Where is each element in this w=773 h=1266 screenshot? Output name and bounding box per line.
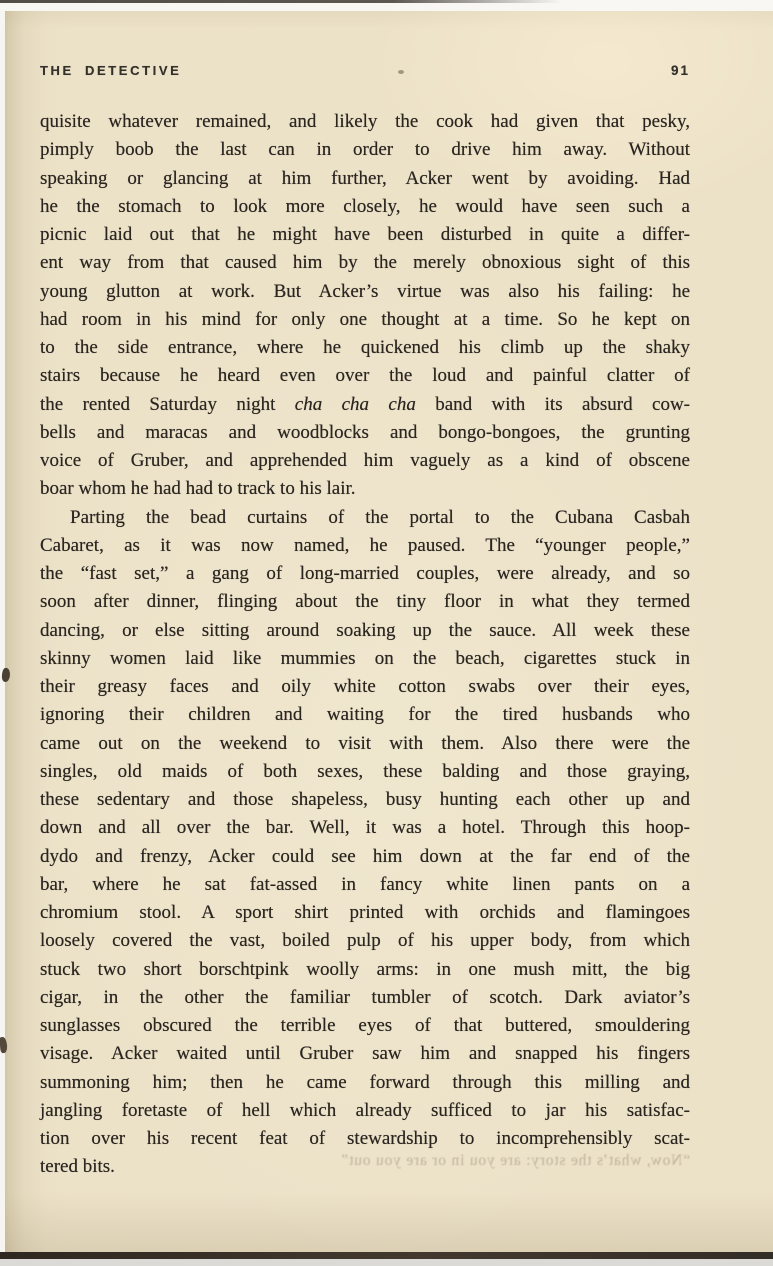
running-header — [40, 63, 690, 78]
text-line: speaking or glancing at him further, Acker went by avoiding. Had — [40, 167, 690, 189]
text-line: dancing, or else sitting around soaking up the sauce. All week these — [40, 619, 690, 641]
text-line: picnic laid out that he might have been disturbed in quite a differ- — [40, 224, 690, 245]
text-line: came out on the weekend to visit with them. Also there were the — [40, 732, 690, 754]
text-line: Cabaret, as it was now named, he paused. The “younger people,” — [40, 534, 690, 556]
text-line: quisite whatever remained, and likely the cook had given that pesky, — [40, 111, 690, 132]
text-line: bar, where he sat fat-assed in fancy white linen pants on a — [40, 873, 690, 895]
text-line: skinny women laid like mummies on the beach, cigarettes stuck in — [40, 647, 690, 669]
scan-left-edge — [0, 11, 5, 1259]
bleedthrough-text: “Now, what’s the story: are you in or are you out” — [340, 1152, 690, 1169]
page-body — [40, 108, 690, 1182]
text-line: cigar, in the other the familiar tumbler of scotch. Dark aviator’s — [40, 986, 690, 1008]
text-line: dydo and frenzy, Acker could see him down at the far end of the — [40, 845, 690, 867]
text-line: singles, old maids of both sexes, these balding and those graying, — [40, 760, 690, 782]
running-title: THE DETECTIVE — [40, 63, 182, 78]
page-paper — [0, 11, 773, 1252]
page-number: 91 — [670, 63, 690, 78]
text-line: young glutton at work. But Acker’s virtue was also his failing: he — [40, 280, 690, 302]
text-line: sunglasses obscured the terrible eyes of that buttered, smouldering — [40, 1015, 690, 1036]
scanner-bottom-strip — [0, 1259, 773, 1266]
text-line: to the side entrance, where he quickened his climb up the shaky — [40, 337, 690, 358]
text-line: soon after dinner, flinging about the tiny floor in what they termed — [40, 591, 690, 613]
text-line: stuck two short borschtpink woolly arms: in one mush mitt, the big — [40, 958, 690, 980]
scan-bottom-shadow-band — [0, 1252, 773, 1259]
text-line: pimply boob the last can in order to drive him away. Without — [40, 139, 690, 161]
text-line: these sedentary and those shapeless, busy hunting each other up and — [40, 789, 690, 810]
text-line: had room in his mind for only one thought at a time. So he kept on — [40, 308, 690, 330]
text-line: ignoring their children and waiting for the tired husbands who — [40, 704, 690, 726]
text-line: he the stomach to look more closely, he would have seen such a — [40, 195, 690, 217]
text-line: the rented Saturday night cha cha cha band with its absurd cow- — [40, 393, 690, 415]
text-line: their greasy faces and oily white cotton swabs over their eyes, — [40, 676, 690, 697]
text-line: loosely covered the vast, boiled pulp of his upper body, from which — [40, 930, 690, 952]
text-line: the “fast set,” a gang of long-married couples, were already, and so — [40, 563, 690, 584]
text-line: tion over his recent feat of stewardship to incomprehensibly scat- — [40, 1128, 690, 1149]
text-line: voice of Gruber, and apprehended him vaguely as a kind of obscene — [40, 450, 690, 471]
text-line: stairs because he heard even over the loud and painful clatter of — [40, 365, 690, 387]
text-line: jangling foretaste of hell which already sufficed to jar his satisfac- — [40, 1099, 690, 1121]
text-line: tered bits. — [40, 1156, 115, 1178]
scan-top-edge-line — [0, 0, 562, 3]
text-line: bells and maracas and woodblocks and bongo-bongoes, the grunting — [40, 421, 690, 443]
text-line: summoning him; then he came forward through this milling and — [40, 1071, 690, 1093]
text-line: boar whom he had had to track to his lair. — [40, 478, 356, 500]
text-line: down and all over the bar. Well, it was a hotel. Through this hoop- — [40, 817, 690, 839]
text-line: chromium stool. A sport shirt printed with orchids and flamingoes — [40, 902, 690, 923]
text-line: Parting the bead curtains of the portal to the Cubana Casbah — [70, 506, 690, 528]
text-line: ent way from that caused him by the merely obnoxious sight of this — [40, 252, 690, 274]
text-line: visage. Acker waited until Gruber saw him and snapped his fingers — [40, 1043, 690, 1065]
ink-speck — [398, 70, 404, 74]
